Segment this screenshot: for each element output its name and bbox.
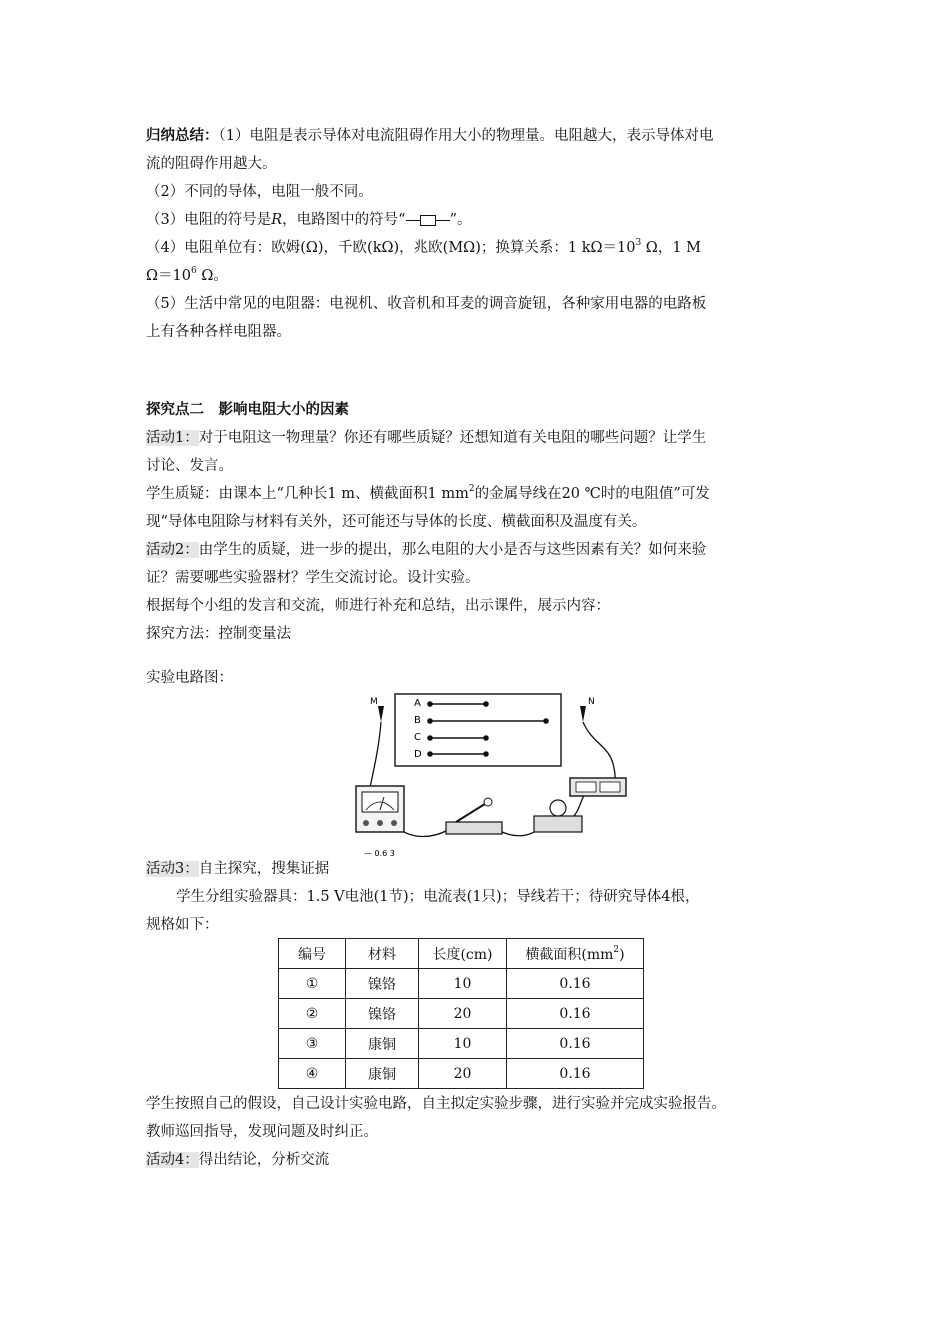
activity-3 xyxy=(146,857,329,878)
ammeter-terminal-3 xyxy=(391,820,397,826)
clip-m-label: M xyxy=(370,697,378,707)
cell-length: 10 xyxy=(419,969,507,999)
summary-line-1 xyxy=(146,124,713,145)
cell-area: 0.16 xyxy=(507,999,644,1029)
lamp-base-icon xyxy=(534,816,582,832)
header-number: 编号 xyxy=(279,939,346,969)
resistance-symbol-letter: R xyxy=(271,212,283,228)
wire-d-end-left xyxy=(428,752,432,756)
summary-l4-mid: ，电路图中的符号“ xyxy=(282,212,406,228)
ammeter-terminal-2 xyxy=(377,820,383,826)
summary-line-7: （5）生活中常见的电阻器：电视机、收音机和耳麦的调音旋钮，各种家用电器的电路板 xyxy=(146,296,707,312)
label-b: B xyxy=(414,715,421,726)
cell-length: 20 xyxy=(419,1059,507,1089)
question-exp: 2 xyxy=(468,484,475,494)
table-row xyxy=(279,969,644,999)
summary-label: 归纳总结： xyxy=(146,127,219,144)
cell-number: ③ xyxy=(279,1029,346,1059)
battery-cell-2 xyxy=(600,782,620,792)
activity-3-text: 自主探究，搜集证据 xyxy=(198,861,330,877)
cell-area: 0.16 xyxy=(507,1029,644,1059)
wire-c-end-right xyxy=(484,736,488,740)
summary-line-3: （2）不同的导体，电阻一般不同。 xyxy=(146,184,373,200)
method-line: 探究方法：控制变量法 xyxy=(146,626,291,642)
cell-material: 康铜 xyxy=(346,1059,419,1089)
cell-material: 康铜 xyxy=(346,1029,419,1059)
clip-m-icon xyxy=(378,706,384,722)
resistor-symbol-icon xyxy=(406,214,450,226)
summary-l5-exp: 3 xyxy=(635,238,642,248)
teacher-line: 教师巡回指导，发现问题及时纠正。 xyxy=(146,1124,378,1140)
wire-c-end-left xyxy=(428,736,432,740)
diagram-caption: 实验电路图： xyxy=(146,670,233,686)
summary-l6-post: Ω。 xyxy=(196,268,228,284)
cell-number: ④ xyxy=(279,1059,346,1089)
activity-4 xyxy=(146,1148,329,1169)
summary-l4-pre: （3）电阻的符号是 xyxy=(146,212,272,228)
summary-line-4 xyxy=(146,208,472,229)
question-line-1 xyxy=(146,482,710,503)
spec-line: 规格如下： xyxy=(146,917,219,933)
summary-l6-exp: 6 xyxy=(190,266,197,276)
wire-b-end-right xyxy=(544,719,548,723)
cell-number: ① xyxy=(279,969,346,999)
switch-icon xyxy=(446,822,502,834)
table-row xyxy=(279,1059,644,1089)
wire-a-end-right xyxy=(484,702,488,706)
cell-area: 0.16 xyxy=(507,969,644,999)
summary-l5-pre: （4）电阻单位有：欧姆(Ω)，千欧(kΩ)，兆欧(MΩ)；换算关系：1 kΩ＝10 xyxy=(146,240,636,256)
header-length: 长度(cm) xyxy=(419,939,507,969)
question-line-2: 现“导体电阻除与材料有关外，还可能还与导体的长度、横截面积及温度有关。 xyxy=(146,514,647,530)
circuit-diagram xyxy=(348,690,628,860)
summary-line-2: 流的阻碍作用越大。 xyxy=(146,156,277,172)
wire-meter-switch xyxy=(398,828,448,837)
clip-n-label: N xyxy=(588,697,595,707)
battery-cell-1 xyxy=(576,782,596,792)
clip-n-icon xyxy=(580,706,586,722)
cell-area: 0.16 xyxy=(507,1059,644,1089)
switch-lever xyxy=(456,802,488,822)
header-area xyxy=(507,939,644,969)
switch-knob xyxy=(484,798,492,806)
summary-line-6 xyxy=(146,264,228,285)
procedure-line: 学生按照自己的假设，自己设计实验电路，自主拟定实验步骤，进行实验并完成实验报告。 xyxy=(146,1096,726,1112)
cell-length: 20 xyxy=(419,999,507,1029)
activity-2-cont: 证？需要哪些实验器材？学生交流讨论。设计实验。 xyxy=(146,570,480,586)
cell-material: 镍铬 xyxy=(346,999,419,1029)
header-area-text: 横截面积(mm xyxy=(525,946,614,963)
activity-1 xyxy=(146,426,706,447)
ammeter-terminal-1 xyxy=(363,820,369,826)
wire-a-end-left xyxy=(428,702,432,706)
equipment-line: 学生分组实验器具：1.5 V电池(1节)；电流表(1只)；导线若干；待研究导体4根， xyxy=(176,889,700,905)
summary-l6-pre: Ω＝10 xyxy=(146,268,191,284)
label-a: A xyxy=(414,698,421,709)
ammeter-scale-label: — 0.6 3 xyxy=(364,849,395,858)
paragraph-summary: 根据每个小组的发言和交流，师进行补充和总结，出示课件，展示内容： xyxy=(146,598,610,614)
header-area-close: ) xyxy=(619,946,625,963)
summary-line-8: 上有各种各样电阻器。 xyxy=(146,324,291,340)
activity-4-label: 活动4： xyxy=(146,1152,199,1168)
wire-d-end-right xyxy=(484,752,488,756)
section-heading: 探究点二 影响电阻大小的因素 xyxy=(146,401,349,418)
summary-text-1: （1）电阻是表示导体对电流阻碍作用大小的物理量。电阻越大，表示导体对电 xyxy=(218,128,714,144)
lamp-bulb-icon xyxy=(550,800,566,816)
activity-3-label: 活动3： xyxy=(146,861,199,877)
cell-number: ② xyxy=(279,999,346,1029)
summary-l5-post: Ω，1 M xyxy=(641,240,702,256)
question-post: 的金属导线在20 ℃时的电阻值”可发 xyxy=(474,486,710,502)
cell-length: 10 xyxy=(419,1029,507,1059)
summary-line-5 xyxy=(146,236,701,257)
activity-4-text: 得出结论，分析交流 xyxy=(198,1152,330,1168)
table-row xyxy=(279,999,644,1029)
header-material: 材料 xyxy=(346,939,419,969)
label-c: C xyxy=(414,732,421,743)
activity-1-cont: 讨论、发言。 xyxy=(146,458,233,474)
label-d: D xyxy=(414,749,422,760)
activity-2-label: 活动2： xyxy=(146,542,199,558)
table-header-row xyxy=(279,939,644,969)
wire-b-end-left xyxy=(428,719,432,723)
summary-l4-post: ”。 xyxy=(449,212,472,228)
table-row xyxy=(279,1029,644,1059)
activity-2-text: 由学生的质疑，进一步的提出，那么电阻的大小是否与这些因素有关？如何来验 xyxy=(198,542,707,558)
cell-material: 镍铬 xyxy=(346,969,419,999)
activity-1-label: 活动1： xyxy=(146,430,199,446)
header-area-exp: 2 xyxy=(613,944,620,955)
conductor-table xyxy=(278,938,644,1089)
question-pre: 学生质疑：由课本上“几种长1 m、横截面积1 mm xyxy=(146,486,469,502)
activity-1-text: 对于电阻这一物理量？你还有哪些质疑？还想知道有关电阻的哪些问题？让学生 xyxy=(198,430,707,446)
activity-2 xyxy=(146,538,706,559)
